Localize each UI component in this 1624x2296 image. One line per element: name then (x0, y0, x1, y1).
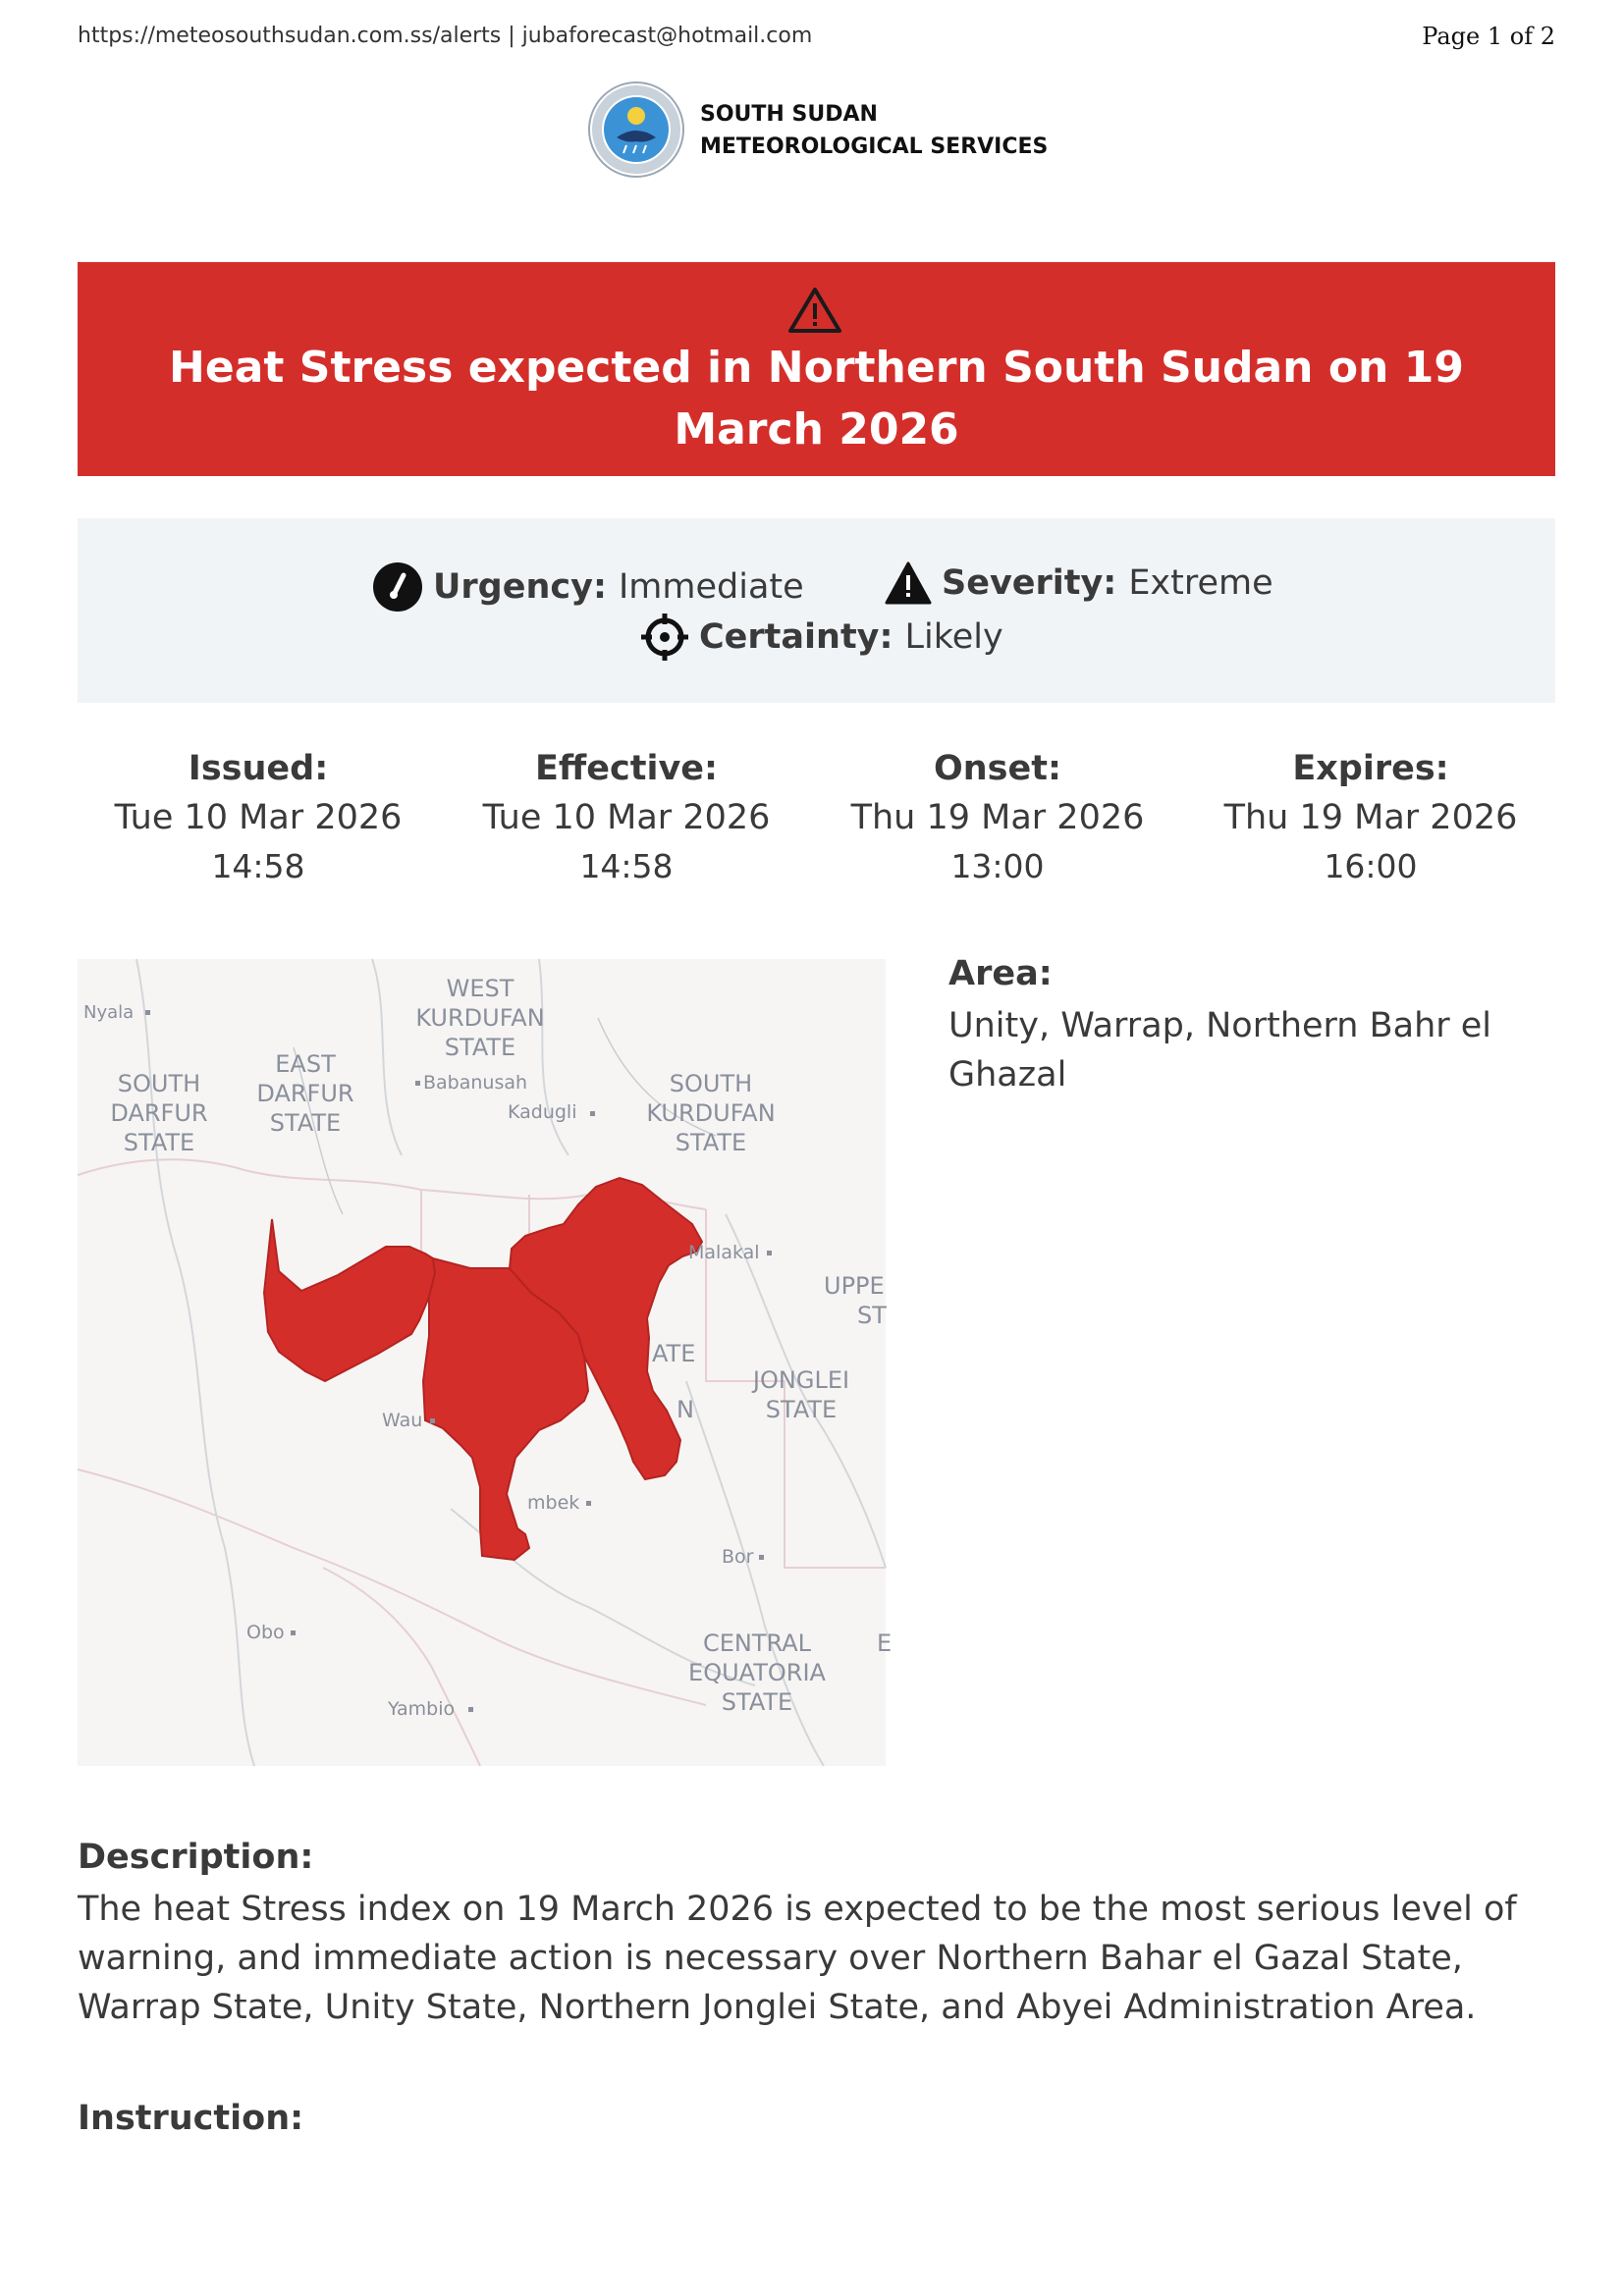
crosshair-icon (640, 613, 689, 662)
warning-triangle-icon (786, 286, 843, 335)
map-label-central-equatoria-2: EQUATORIA (688, 1659, 826, 1686)
severity (885, 561, 1273, 605)
map-label-east-darfur-3: STATE (269, 1109, 342, 1137)
map-label-east-darfur-1: EAST (275, 1050, 336, 1078)
certainty (640, 613, 1003, 662)
map-label-obo: Obo (246, 1622, 285, 1643)
issued-time (81, 744, 435, 891)
issued-label: Issued: (188, 749, 329, 788)
urgency (372, 561, 804, 613)
org-name (700, 98, 1048, 163)
effective-clock: 14:58 (579, 847, 674, 885)
urgency-value: Immediate (618, 567, 804, 607)
map-label-malakal: Malakal (688, 1242, 760, 1263)
certainty-value: Likely (904, 617, 1003, 657)
description-label: Description: (78, 1838, 314, 1877)
map-label-wau: Wau (382, 1410, 423, 1431)
area-label: Area: (948, 954, 1053, 993)
map-label-central-equatoria-3: STATE (721, 1688, 793, 1716)
map-label-south-kordofan-3: STATE (675, 1129, 747, 1156)
onset-clock: 13:00 (950, 847, 1045, 885)
map-label-east-darfur-2: DARFUR (256, 1080, 354, 1107)
instruction-label: Instruction: (78, 2099, 304, 2138)
map-label-west-kordofan-2: KURDUFAN (415, 1004, 545, 1032)
map-label-nyala: Nyala (83, 1002, 135, 1023)
onset-label: Onset: (934, 749, 1061, 788)
severity-label: Severity: (942, 563, 1117, 603)
alert-times (78, 744, 1555, 891)
issued-clock: 14:58 (211, 847, 305, 885)
map-label-mbek: mbek (527, 1492, 580, 1514)
meteorology-seal-icon (587, 80, 685, 179)
warning-icon (885, 561, 932, 605)
header-separator: | (501, 24, 522, 48)
map-label-upper-1: UPPE (824, 1272, 885, 1300)
map-canvas (78, 959, 893, 1766)
effective-label: Effective: (534, 749, 719, 788)
alert-banner (78, 262, 1555, 476)
onset-time (821, 744, 1174, 891)
onset-date: Thu 19 Mar 2026 (850, 798, 1145, 837)
affected-area-map[interactable] (78, 959, 893, 1766)
map-label-babanusah: Babanusah (423, 1072, 528, 1094)
map-label-south-darfur-3: STATE (123, 1129, 195, 1156)
alert-meta-box (78, 518, 1555, 703)
certainty-label: Certainty: (699, 617, 893, 657)
issued-date: Tue 10 Mar 2026 (114, 798, 403, 837)
description-text: The heat Stress index on 19 March 2026 is expected to be the most serious level of warning, and immediate action is necessary over Northern Bahar el Gazal State, Warrap State, Unity State, Northern Jonglei State, and Abyei Administration Area. (78, 1890, 1517, 2027)
map-label-south-darfur-1: SOUTH (117, 1070, 201, 1097)
map-label-south-kordofan-2: KURDUFAN (646, 1099, 776, 1127)
expires-clock: 16:00 (1324, 847, 1418, 885)
map-label-west-kordofan-3: STATE (444, 1034, 516, 1061)
map-label-kadugli: Kadugli (508, 1101, 577, 1123)
expires-time (1194, 744, 1547, 891)
map-label-n: N (677, 1396, 694, 1423)
urgency-label: Urgency: (433, 567, 607, 607)
org-name-line2: METEOROLOGICAL SERVICES (700, 134, 1049, 159)
map-label-jonglei-1: JONGLEI (752, 1366, 850, 1394)
effective-date: Tue 10 Mar 2026 (482, 798, 771, 837)
map-label-yambio: Yambio (388, 1698, 456, 1720)
map-label-ate: ATE (652, 1340, 696, 1367)
source-line (78, 24, 812, 48)
org-name-line1: SOUTH SUDAN (700, 102, 878, 127)
map-label-upper-2: ST (857, 1302, 887, 1329)
map-label-west-kordofan-1: WEST (446, 975, 514, 1002)
contact-email[interactable]: jubaforecast@hotmail.com (521, 24, 813, 48)
alert-title: Heat Stress expected in Northern South Sudan on 19 March 2026 (169, 343, 1464, 454)
map-label-jonglei-2: STATE (765, 1396, 838, 1423)
effective-time (450, 744, 803, 891)
expires-label: Expires: (1292, 749, 1449, 788)
map-label-e: E (877, 1629, 893, 1657)
source-url[interactable]: https://meteosouthsudan.com.ss/alerts (78, 24, 502, 48)
gauge-icon (372, 561, 423, 613)
map-label-central-equatoria-1: CENTRAL (702, 1629, 812, 1657)
map-label-south-kordofan-1: SOUTH (669, 1070, 753, 1097)
map-label-bor: Bor (722, 1546, 754, 1568)
severity-value: Extreme (1128, 563, 1273, 603)
map-label-south-darfur-2: DARFUR (110, 1099, 208, 1127)
page-number: Page 1 of 2 (1422, 23, 1555, 50)
area-value: Unity, Warrap, Northern Bahr el Ghazal (948, 1006, 1492, 1095)
expires-date: Thu 19 Mar 2026 (1223, 798, 1518, 837)
